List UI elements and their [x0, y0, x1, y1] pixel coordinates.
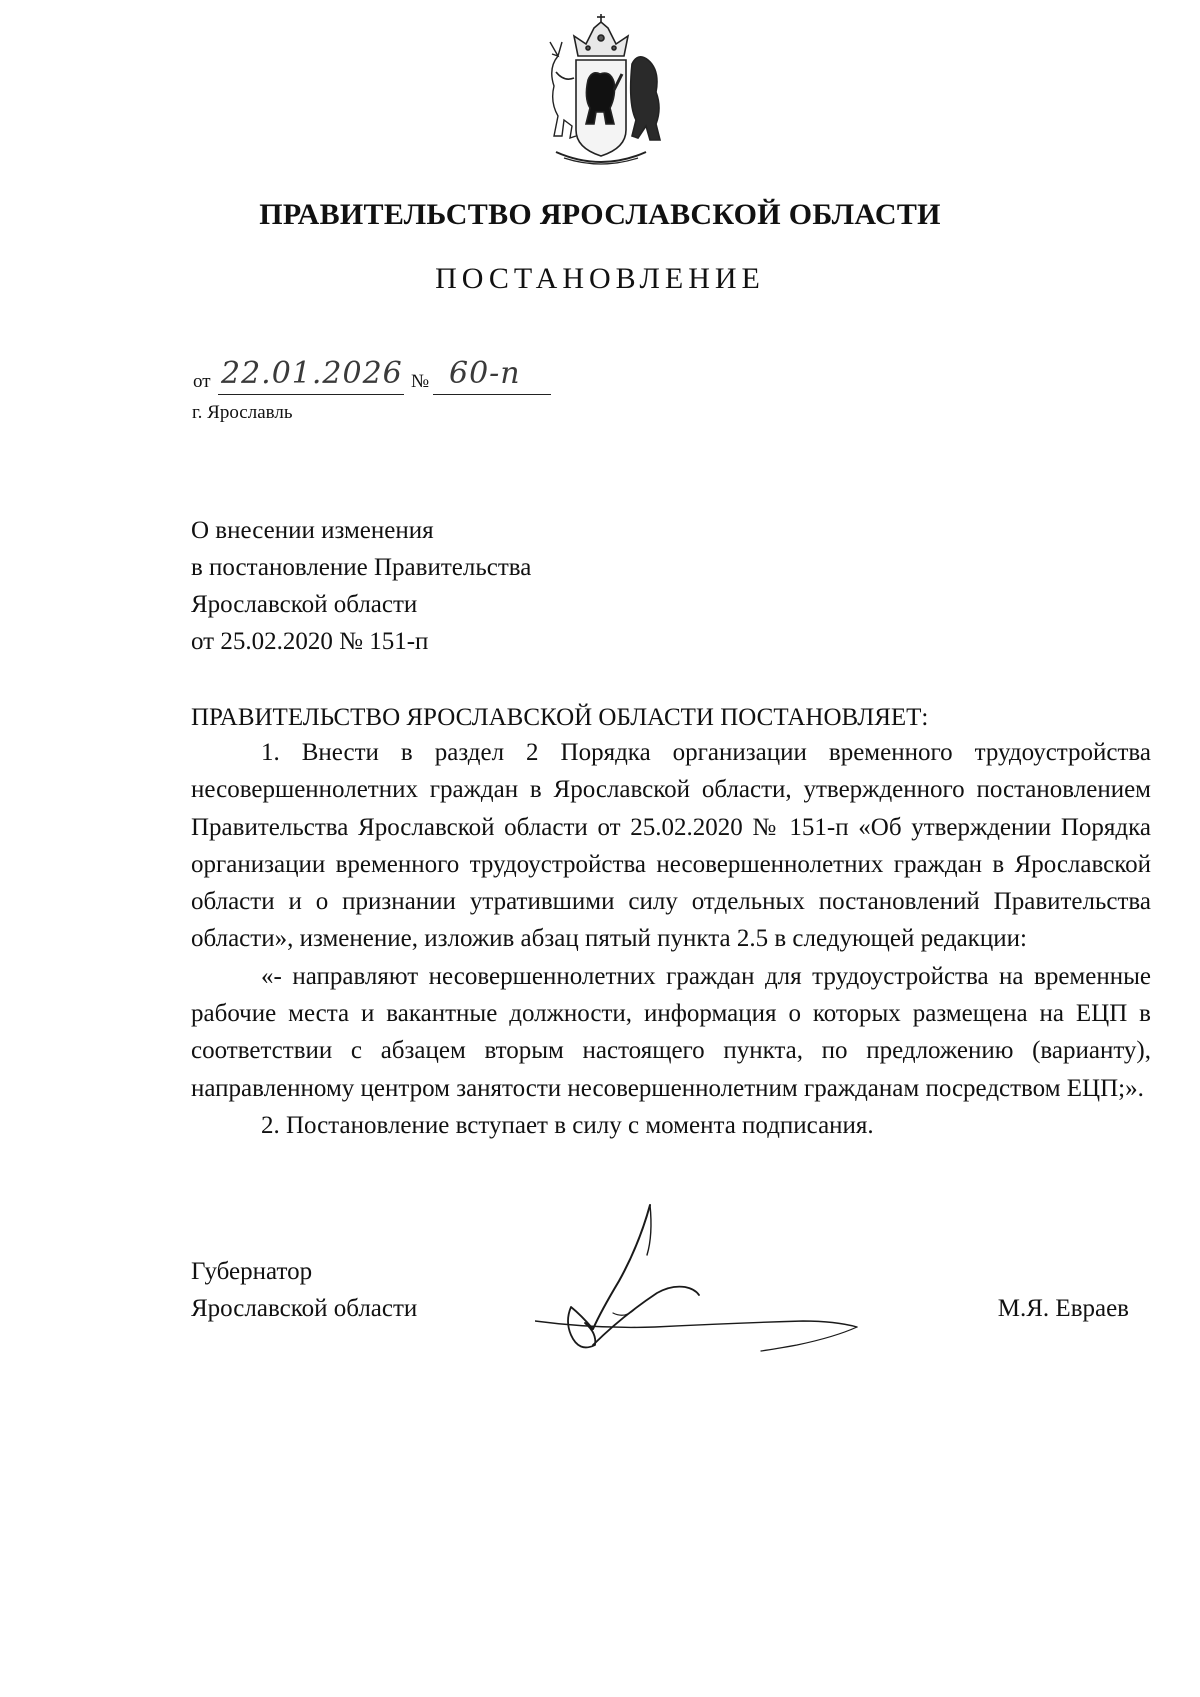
signatory-title-line: Губернатор: [191, 1258, 313, 1285]
body-paragraph: «- направляют несовершеннолетних граждан для трудоустройства на временные рабочие места и вакантные должности, информация о которых размещена на ЕЦП в соответствии с абзацем вторым настоящего пункта, по предложению (варианту), направленному центром занятости несовершеннолетним гражданам посредством ЕЦП;».: [191, 962, 1151, 1102]
subject-line: от 25.02.2020 № 151-п: [191, 628, 429, 655]
handwritten-date: 22.01.2026: [221, 356, 403, 391]
document-subject: [191, 512, 751, 660]
handwritten-number: 60-п: [449, 356, 521, 391]
number-prefix: №: [411, 371, 430, 392]
document-type: ПОСТАНОВЛЕНИЕ: [435, 262, 765, 295]
body-paragraph: 1. Внести в раздел 2 Порядка организации временного трудоустройства несовершеннолетних граждан в Ярославской области, утвержденного постановлением Правительства Ярославской области от 25.02.2020 № 151-п «Об утверждении Порядка организации временного трудоустройства несовершеннолетних граждан в Ярославской области и о признании утратившими силу отдельных постановлений Правительства области», изменение, изложив абзац пятый пункта 2.5 в следующей редакции:: [191, 739, 1151, 953]
date-underline: [218, 394, 404, 395]
organization-title: ПРАВИТЕЛЬСТВО ЯРОСЛАВСКОЙ ОБЛАСТИ: [259, 198, 941, 231]
number-underline: [433, 394, 551, 395]
signatory-title-line: Ярославской области: [191, 1295, 418, 1322]
yaroslavl-coat-of-arms-icon: [528, 12, 674, 170]
city: г. Ярославль: [192, 402, 293, 423]
document-body: [191, 734, 1151, 1144]
handwritten-signature-icon: [535, 1195, 895, 1380]
preamble: ПРАВИТЕЛЬСТВО ЯРОСЛАВСКОЙ ОБЛАСТИ ПОСТАНОВЛЯЕТ:: [191, 704, 929, 731]
signatory-name: М.Я. Евраев: [997, 1295, 1129, 1322]
subject-line: в постановление Правительства: [191, 554, 532, 581]
subject-line: Ярославской области: [191, 591, 418, 618]
subject-line: О внесении изменения: [191, 517, 434, 544]
body-paragraph: 2. Постановление вступает в силу с момента подписания.: [261, 1111, 874, 1139]
signatory-title: [191, 1253, 591, 1327]
date-number-line: [191, 356, 551, 396]
date-prefix: от: [193, 371, 211, 392]
